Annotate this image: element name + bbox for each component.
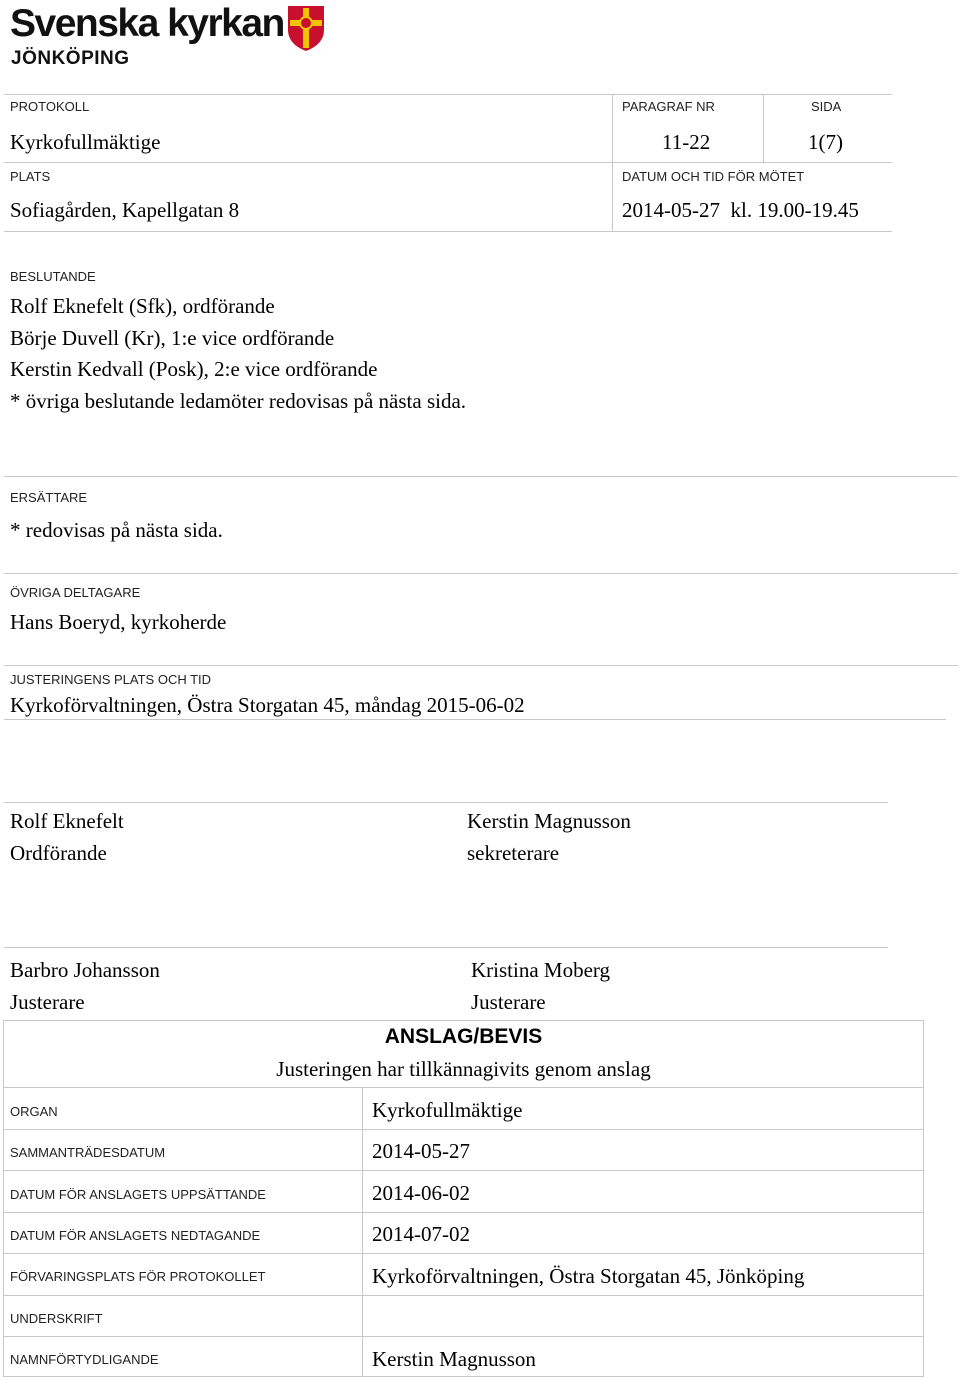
anslag-row-value: 2014-05-27 [372,1139,470,1163]
beslutande-line: * övriga beslutande ledamöter redovisas på nästa sida. [10,389,467,413]
anslag-row-label: DATUM FÖR ANSLAGETS UPPSÄTTANDE [10,1187,266,1202]
plats-label: PLATS [10,169,51,184]
justerare-2-name: Kristina Moberg [471,958,611,982]
sida-value: 1(7) [808,130,843,154]
anslag-row-value: 2014-06-02 [372,1181,470,1205]
sida-label: SIDA [811,99,842,114]
beslutande-line: Rolf Eknefelt (Sfk), ordförande [10,294,275,318]
ovriga-value: Hans Boeryd, kyrkoherde [10,610,227,634]
ovriga-label: ÖVRIGA DELTAGARE [10,585,141,600]
datum-value: 2014-05-27 kl. 19.00-19.45 [622,198,859,222]
anslag-row-value: 2014-07-02 [372,1222,470,1246]
justerare-1-name: Barbro Johansson [10,958,160,982]
ordforande-name: Rolf Eknefelt [10,809,124,833]
paragraf-value: 11-22 [662,130,711,154]
anslag-row-value: Kyrkofullmäktige [372,1098,523,1122]
beslutande-line: Kerstin Kedvall (Posk), 2:e vice ordförande [10,357,378,381]
anslag-title: ANSLAG/BEVIS [384,1025,543,1048]
anslag-row-value: Kyrkoförvaltningen, Östra Storgatan 45, Jönköping [372,1264,805,1288]
protokoll-value: Kyrkofullmäktige [10,130,161,154]
church-shield-icon [286,4,326,52]
paragraf-label: PARAGRAF NR [622,99,715,114]
sekreterare-name: Kerstin Magnusson [467,809,631,833]
justerare-1-role: Justerare [10,990,85,1014]
justering-label: JUSTERINGENS PLATS OCH TID [10,672,212,687]
anslag-row-label: ORGAN [10,1104,58,1119]
anslag-row-value: Kerstin Magnusson [372,1347,536,1371]
anslag-row-label: FÖRVARINGSPLATS FÖR PROTOKOLLET [10,1269,266,1284]
beslutande-label: BESLUTANDE [10,269,96,284]
anslag-row-label: DATUM FÖR ANSLAGETS NEDTAGANDE [10,1228,261,1243]
ersattare-value: * redovisas på nästa sida. [10,518,223,542]
datum-label: DATUM OCH TID FÖR MÖTET [622,169,805,184]
ersattare-label: ERSÄTTARE [10,490,88,505]
plats-value: Sofiagården, Kapellgatan 8 [10,198,240,222]
justerare-2-role: Justerare [471,990,546,1014]
anslag-row-label: UNDERSKRIFT [10,1311,103,1326]
justering-value: Kyrkoförvaltningen, Östra Storgatan 45, måndag 2015-06-02 [10,693,525,717]
anslag-row-label: SAMMANTRÄDESDATUM [10,1145,166,1160]
anslag-row-label: NAMNFÖRTYDLIGANDE [10,1352,159,1367]
ordforande-role: Ordförande [10,841,107,865]
logo-sub: JÖNKÖPING [11,48,130,69]
logo-name: Svenska kyrkan [10,2,284,45]
sekreterare-role: sekreterare [467,841,560,865]
protokoll-label: PROTOKOLL [10,99,90,114]
beslutande-line: Börje Duvell (Kr), 1:e vice ordförande [10,326,335,350]
anslag-subtitle: Justeringen har tillkännagivits genom anslag [276,1057,651,1081]
